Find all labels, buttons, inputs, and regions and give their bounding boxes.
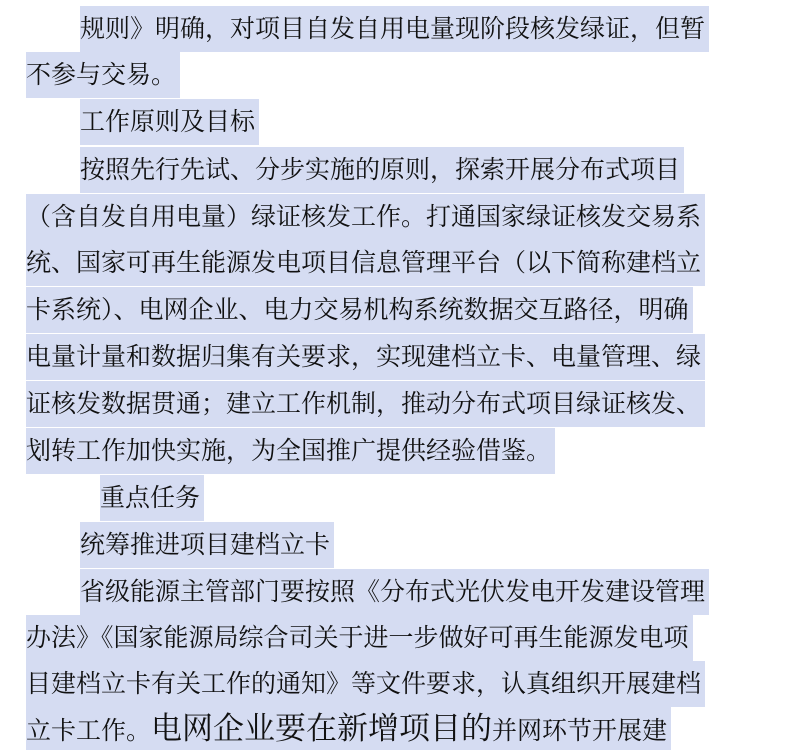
highlighted-text: 电量计量和数据归集有关要求，实现建档立卡、电量管理、绿 <box>26 334 705 380</box>
text-run: 并网环节开展建 <box>492 716 668 745</box>
highlighted-text: 卡系统）、电网企业、电力交易机构系统数据交互路径，明确 <box>26 287 693 333</box>
highlighted-text-group <box>26 706 671 750</box>
paragraph-line <box>26 615 693 661</box>
enlarged-text-run: 电网企业要在新增项目的 <box>151 711 493 747</box>
paragraph-line <box>26 194 705 240</box>
highlighted-text: 省级能源主管部门要按照《分布式光伏发电开发建设管理 <box>80 569 709 615</box>
highlighted-text: 工作原则及目标 <box>80 99 259 145</box>
paragraph-line <box>26 287 693 333</box>
paragraph-line <box>80 569 709 615</box>
highlighted-text: 按照先行先试、分步实施的原则，探索开展分布式项目 <box>80 147 684 193</box>
paragraph-line <box>26 381 705 427</box>
section-heading <box>80 99 259 145</box>
highlighted-text: 划转工作加快实施，为全国推广提供经验借鉴。 <box>26 428 555 474</box>
highlighted-text: 统筹推进项目建档立卡 <box>80 522 334 568</box>
paragraph-line <box>26 334 705 380</box>
paragraph-line <box>80 147 684 193</box>
paragraph-line <box>26 52 180 98</box>
section-heading <box>100 475 204 521</box>
highlighted-text: 规则》明确，对项目自发自用电量现阶段核发绿证，但暂 <box>80 6 709 52</box>
paragraph-line <box>26 240 705 286</box>
highlighted-text: 统、国家可再生能源发电项目信息管理平台（以下简称建档立 <box>26 240 705 286</box>
text-run: 立卡工作。 <box>26 716 152 745</box>
subsection-heading <box>80 522 334 568</box>
paragraph-line <box>26 706 671 750</box>
highlighted-text: 重点任务 <box>100 475 204 521</box>
highlighted-text: 目建档立卡有关工作的通知》等文件要求，认真组织开展建档 <box>26 661 705 707</box>
highlighted-text: （含自发自用电量）绿证核发工作。打通国家绿证核发交易系 <box>26 194 705 240</box>
highlighted-text: 证核发数据贯通；建立工作机制，推动分布式项目绿证核发、 <box>26 381 705 427</box>
paragraph-line <box>26 428 555 474</box>
highlighted-text: 办法》《国家能源局综合司关于进一步做好可再生能源发电项 <box>26 615 693 661</box>
paragraph-line <box>26 661 705 707</box>
paragraph-line <box>80 6 709 52</box>
highlighted-text: 不参与交易。 <box>26 52 180 98</box>
